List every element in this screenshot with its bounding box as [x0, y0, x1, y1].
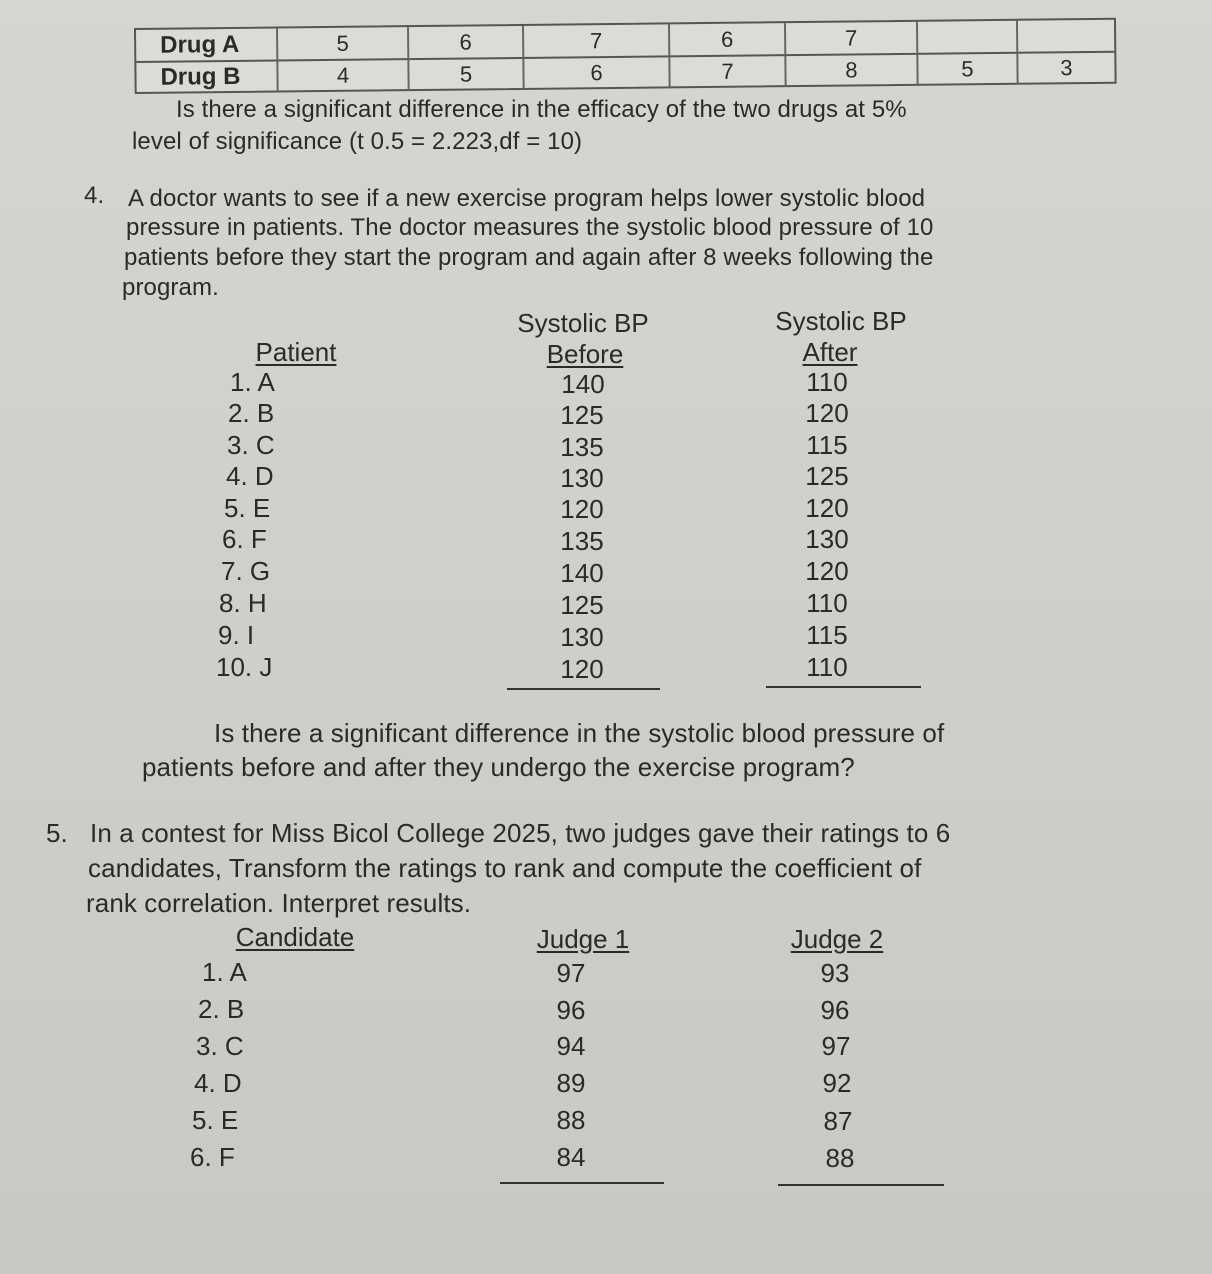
table-cell: 5	[409, 58, 524, 90]
patient-label: 8. H	[219, 588, 267, 618]
q4-question-line2: patients before and after they undergo the exercise program?	[142, 752, 855, 782]
judge1-header: Judge 1	[536, 924, 630, 954]
patient-label: 3. C	[227, 430, 275, 460]
candidate-label: 1. A	[202, 957, 247, 987]
after-value: 110	[806, 367, 848, 397]
patient-label: 2. B	[228, 398, 275, 428]
before-value: 120	[560, 654, 604, 684]
patient-label: 6. F	[222, 524, 267, 554]
judge1-value: 94	[556, 1031, 586, 1061]
table-cell	[918, 21, 1018, 53]
q4-question-line1: Is there a significant difference in the systolic blood pressure of	[214, 718, 945, 748]
judge2-header: Judge 2	[790, 924, 884, 954]
table-cell	[1018, 20, 1114, 52]
patient-label: 4. D	[226, 461, 274, 491]
candidate-label: 2. B	[198, 994, 245, 1024]
q4-text-line4: program.	[122, 274, 219, 301]
table-cell: 6	[524, 56, 670, 89]
candidate-label: 4. D	[194, 1068, 242, 1098]
table-cell: 5	[278, 27, 409, 59]
q5-number: 5.	[46, 818, 68, 848]
before-total-rule	[507, 688, 660, 690]
judge1-value: 89	[556, 1068, 586, 1098]
after-value: 110	[806, 652, 848, 682]
after-total-rule	[766, 686, 921, 688]
judge1-value: 84	[556, 1142, 586, 1172]
drug-b-label: Drug B	[136, 60, 278, 92]
table-cell: 3	[1060, 55, 1073, 81]
before-value: 125	[560, 400, 604, 430]
judge2-value: 88	[825, 1143, 855, 1173]
table-cell: 6	[409, 26, 524, 58]
candidate-label: 6. F	[190, 1142, 235, 1172]
after-value: 115	[806, 430, 848, 460]
after-value: 120	[805, 556, 849, 586]
q5-text-line2: candidates, Transform the ratings to rank and compute the coefficient of	[88, 853, 922, 883]
table-cell: 7	[670, 55, 786, 87]
patient-label: 7. G	[221, 556, 271, 586]
judge2-total-rule	[778, 1184, 944, 1186]
patient-label: 10. J	[216, 652, 273, 682]
drug-a-label: Drug A	[136, 28, 278, 60]
q4-text-line3: patients before they start the program and again after 8 weeks following the	[124, 244, 934, 271]
before-value: 135	[560, 526, 604, 556]
after-header: After	[802, 337, 858, 367]
patient-header: Patient	[255, 337, 337, 367]
after-value: 130	[805, 524, 849, 554]
after-value: 110	[806, 588, 848, 618]
judge2-value: 96	[820, 995, 850, 1025]
before-header: Before	[546, 339, 624, 369]
table-cell: 7	[524, 24, 670, 57]
before-value: 125	[560, 590, 604, 620]
judge1-total-rule	[500, 1182, 664, 1184]
judge1-value: 97	[556, 958, 586, 988]
before-value: 130	[560, 622, 604, 652]
judge2-value: 93	[820, 958, 850, 988]
before-value: 140	[560, 558, 604, 588]
after-value: 120	[805, 493, 849, 523]
candidate-label: 3. C	[196, 1031, 244, 1061]
table-cell: 5	[918, 53, 1018, 85]
q5-text-line1: In a contest for Miss Bicol College 2025, two judges gave their ratings to 6	[90, 818, 951, 848]
candidate-header: Candidate	[235, 922, 355, 952]
q3-question-line1: Is there a significant difference in the efficacy of the two drugs at 5%	[176, 96, 907, 123]
after-value: 120	[805, 398, 849, 428]
q4-text-line1: A doctor wants to see if a new exercise program helps lower systolic blood	[128, 185, 926, 212]
judge2-value: 97	[821, 1031, 851, 1061]
q4-number: 4.	[84, 182, 105, 209]
table-cell: 7	[786, 22, 918, 54]
judge1-value: 96	[556, 995, 586, 1025]
after-value: 115	[806, 620, 848, 650]
q5-text-line3: rank correlation. Interpret results.	[86, 888, 472, 918]
judge1-value: 88	[556, 1105, 586, 1135]
q4-text-line2: pressure in patients. The doctor measures the systolic blood pressure of 10	[126, 214, 934, 241]
table-cell: 6	[670, 23, 786, 55]
q3-question-line2: level of significance (t 0.5 = 2.223,df = 10)	[132, 128, 583, 155]
after-header-top: Systolic BP	[775, 306, 907, 336]
before-header-top: Systolic BP	[517, 308, 649, 338]
drug-table	[134, 18, 1117, 94]
table-cell: 8	[786, 54, 918, 86]
candidate-label: 5. E	[192, 1105, 239, 1135]
before-value: 135	[560, 432, 604, 462]
table-cell: 4	[278, 59, 409, 91]
patient-label: 1. A	[230, 367, 275, 397]
before-value: 140	[561, 369, 605, 399]
patient-label: 9. I	[218, 620, 255, 650]
judge2-value: 87	[823, 1106, 853, 1136]
judge2-value: 92	[822, 1068, 852, 1098]
patient-label: 5. E	[224, 493, 271, 523]
before-value: 130	[560, 463, 604, 493]
after-value: 125	[805, 461, 849, 491]
before-value: 120	[560, 494, 604, 524]
